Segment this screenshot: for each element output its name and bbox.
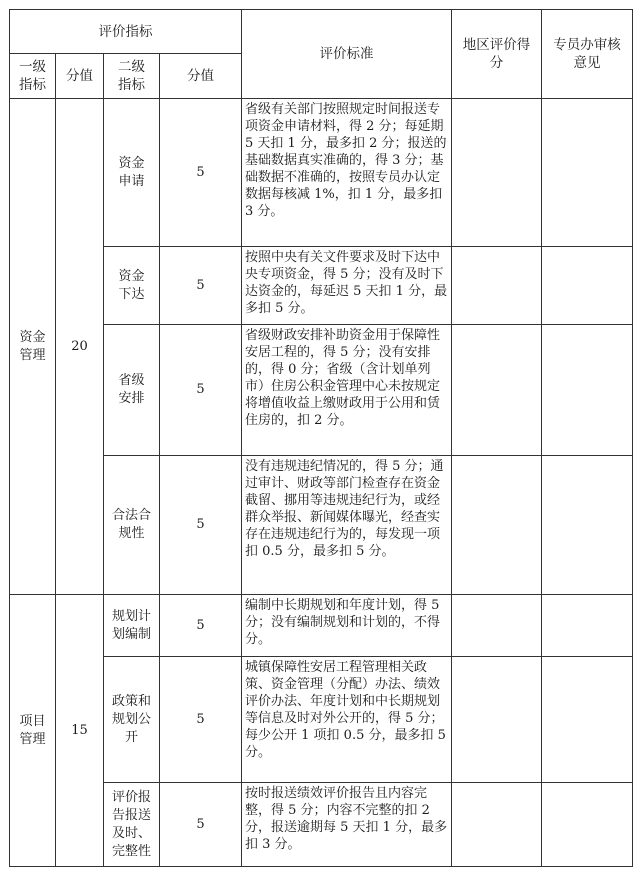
- item-score: 5: [160, 247, 242, 325]
- item-criteria: 按照中央有关文件要求及时下达中央专项资金，得 5 分；没有及时下达资金的，每延迟 5 天扣 1 分，最多扣 5 分。: [242, 247, 452, 325]
- item-score: 5: [160, 456, 242, 595]
- region-score-cell[interactable]: [452, 657, 542, 783]
- table-row: [10, 783, 633, 867]
- group-name: 项目 管理: [10, 595, 56, 867]
- region-score-cell[interactable]: [452, 456, 542, 595]
- review-opinion-cell[interactable]: [542, 657, 633, 783]
- header-score: 分值: [56, 54, 104, 99]
- region-score-cell[interactable]: [452, 325, 542, 456]
- item-score: 5: [160, 325, 242, 456]
- group-name: 资金 管理: [10, 99, 56, 595]
- item-score: 5: [160, 657, 242, 783]
- item-name: 资金 下达: [104, 247, 160, 325]
- header-review-opinion: 专员办审核 意见: [542, 10, 633, 99]
- item-name: 政策和 规划公 开: [104, 657, 160, 783]
- table-row: [10, 456, 633, 595]
- item-score: 5: [160, 595, 242, 657]
- header-region-score: 地区评价得 分: [452, 10, 542, 99]
- evaluation-table: [9, 9, 633, 867]
- header-score2: 分值: [160, 54, 242, 99]
- review-opinion-cell[interactable]: [542, 247, 633, 325]
- region-score-cell[interactable]: [452, 595, 542, 657]
- review-opinion-cell[interactable]: [542, 456, 633, 595]
- review-opinion-cell[interactable]: [542, 595, 633, 657]
- group-score: 15: [56, 595, 104, 867]
- header-level1: 一级 指标: [10, 54, 56, 99]
- header-criteria: 评价标准: [242, 10, 452, 99]
- table-row: [10, 99, 633, 247]
- review-opinion-cell[interactable]: [542, 783, 633, 867]
- table-row: [10, 595, 633, 657]
- item-name: 省级 安排: [104, 325, 160, 456]
- region-score-cell[interactable]: [452, 247, 542, 325]
- item-criteria: 没有违规违纪情况的，得 5 分；通过审计、财政等部门检查存在资金截留、挪用等违规违纪行为，或经群众举报、新闻媒体曝光，经查实存在违规违纪行为的，每发现一项扣 0.5 分，最多扣 5 分。: [242, 456, 452, 595]
- item-score: 5: [160, 99, 242, 247]
- item-score: 5: [160, 783, 242, 867]
- item-criteria: 按时报送绩效评价报告且内容完整，得 5 分；内容不完整的扣 2 分，报送逾期每 5 天扣 1 分，最多扣 3 分。: [242, 783, 452, 867]
- table-row: [10, 657, 633, 783]
- region-score-cell[interactable]: [452, 783, 542, 867]
- region-score-cell[interactable]: [452, 99, 542, 247]
- table-row: [10, 247, 633, 325]
- review-opinion-cell[interactable]: [542, 99, 633, 247]
- item-name: 资金 申请: [104, 99, 160, 247]
- review-opinion-cell[interactable]: [542, 325, 633, 456]
- item-criteria: 城镇保障性安居工程管理相关政策、资金管理（分配）办法、绩效评价办法、年度计划和中长期规划等信息及时对外公开的，得 5 分；每少公开 1 项扣 0.5 分，最多扣 5 分。: [242, 657, 452, 783]
- item-name: 规划计 划编制: [104, 595, 160, 657]
- item-criteria: 省级财政安排补助资金用于保障性安居工程的，得 5 分；没有安排的，得 0 分；省级（含计划单列市）住房公积金管理中心未按规定将增值收益上缴财政用于公用和赁住房的，扣 2 分。: [242, 325, 452, 456]
- item-name: 评价报 告报送 及时、 完整性: [104, 783, 160, 867]
- header-level2: 二级 指标: [104, 54, 160, 99]
- item-criteria: 省级有关部门按照规定时间报送专项资金申请材料，得 2 分；每延期 5 天扣 1 分，最多扣 2 分；报送的基础数据真实准确的，得 3 分；基础数据不准确的，按照专员办认定数据每核减 1%，扣 1 分，最多扣 3 分。: [242, 99, 452, 247]
- item-name: 合法合 规性: [104, 456, 160, 595]
- table-row: [10, 325, 633, 456]
- header-indicators: 评价指标: [10, 10, 242, 54]
- item-criteria: 编制中长期规划和年度计划，得 5 分；没有编制规划和计划的，不得分。: [242, 595, 452, 657]
- group-score: 20: [56, 99, 104, 595]
